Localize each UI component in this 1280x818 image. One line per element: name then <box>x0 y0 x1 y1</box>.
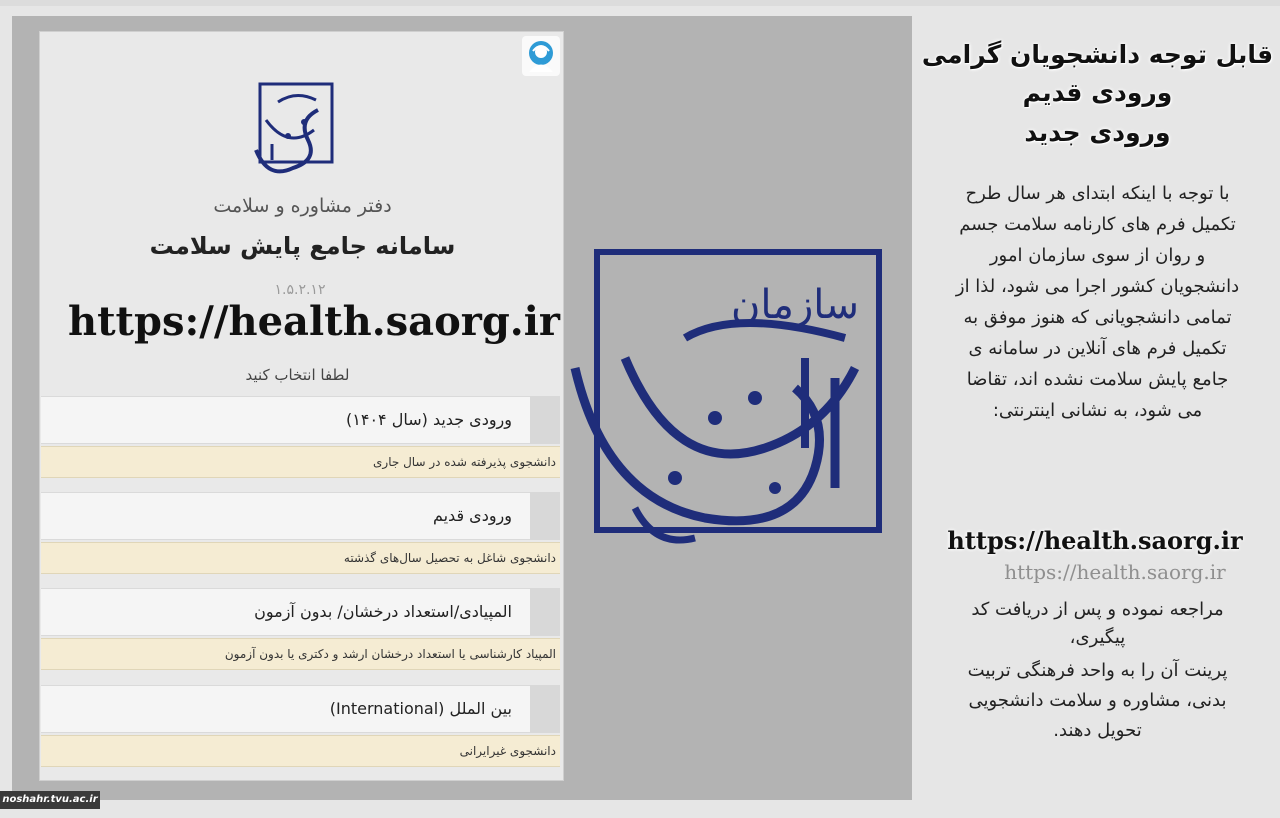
site-footer-tag[interactable]: noshahr.tvu.ac.ir <box>0 791 100 809</box>
option-old-entry[interactable] <box>41 492 560 574</box>
option-title: المپیادی/استعداد درخشان/ بدون آزمون <box>41 588 536 636</box>
option-tab <box>530 588 560 636</box>
system-title: سامانه جامع پایش سلامت <box>149 232 456 260</box>
notice-paragraph-followup: مراجعه نموده و پس از دریافت کد پیگیری، <box>971 599 1224 648</box>
option-subtitle: دانشجوی غیرایرانی <box>41 735 560 767</box>
website-url: https://health.saorg.ir <box>68 298 560 345</box>
user-avatar-icon[interactable] <box>522 36 560 76</box>
option-title: بین الملل (International) <box>41 685 536 733</box>
option-title: ورودی جدید (سال ۱۴۰۴) <box>41 396 536 444</box>
app-version: ۱.۵.۲.۱۲ <box>274 282 326 298</box>
notice-column <box>915 0 1280 818</box>
select-prompt: لطفا انتخاب کنید <box>245 366 350 384</box>
notice-title: قابل توجه دانشجویان گرامی <box>921 40 1274 69</box>
notice-paragraph-delivery: پرینت آن را به واحد فرهنگی تربیت بدنی، مشاوره و سلامت دانشجویی تحویل دهند. <box>967 660 1228 741</box>
notice-paragraph: با توجه با اینکه ابتدای هر سال طرح تکمیل فرم های کارنامه سلامت جسم و روان از سوی سازمان امور دانشجویان کشور اجرا می شود، لذا از تمامی دانشجویانی که هنوز موفق به تکمیل فرم های آنلاین در سامانه ی جامع پایش سلامت نشده اند، تقاضا می شود، به نشانی اینترنتی: <box>955 183 1240 421</box>
organization-logo-large <box>565 248 885 553</box>
phone-screen <box>39 31 564 781</box>
notice-url[interactable]: https://health.saorg.ir <box>947 526 1243 555</box>
option-tab <box>530 492 560 540</box>
organization-logo <box>248 80 338 180</box>
option-tab <box>530 685 560 733</box>
logo-text-organization: سازمان <box>730 282 860 328</box>
option-subtitle: المپیاد کارشناسی یا استعداد درخشان ارشد و دکتری یا بدون آزمون <box>41 638 560 670</box>
option-tab <box>530 396 560 444</box>
option-new-entry[interactable] <box>41 396 560 478</box>
notice-subtitle-old: ورودی قدیم <box>1022 78 1173 107</box>
option-international[interactable] <box>41 685 560 767</box>
option-olympiad[interactable] <box>41 588 560 670</box>
notice-url-shadow: https://health.saorg.ir <box>1004 560 1226 584</box>
notice-subtitle-new: ورودی جدید <box>1024 118 1171 147</box>
option-title: ورودی قدیم <box>41 492 536 540</box>
option-subtitle: دانشجوی پذیرفته شده در سال جاری <box>41 446 560 478</box>
option-subtitle: دانشجوی شاغل به تحصیل سال‌های گذشته <box>41 542 560 574</box>
office-title: دفتر مشاوره و سلامت <box>213 195 392 217</box>
